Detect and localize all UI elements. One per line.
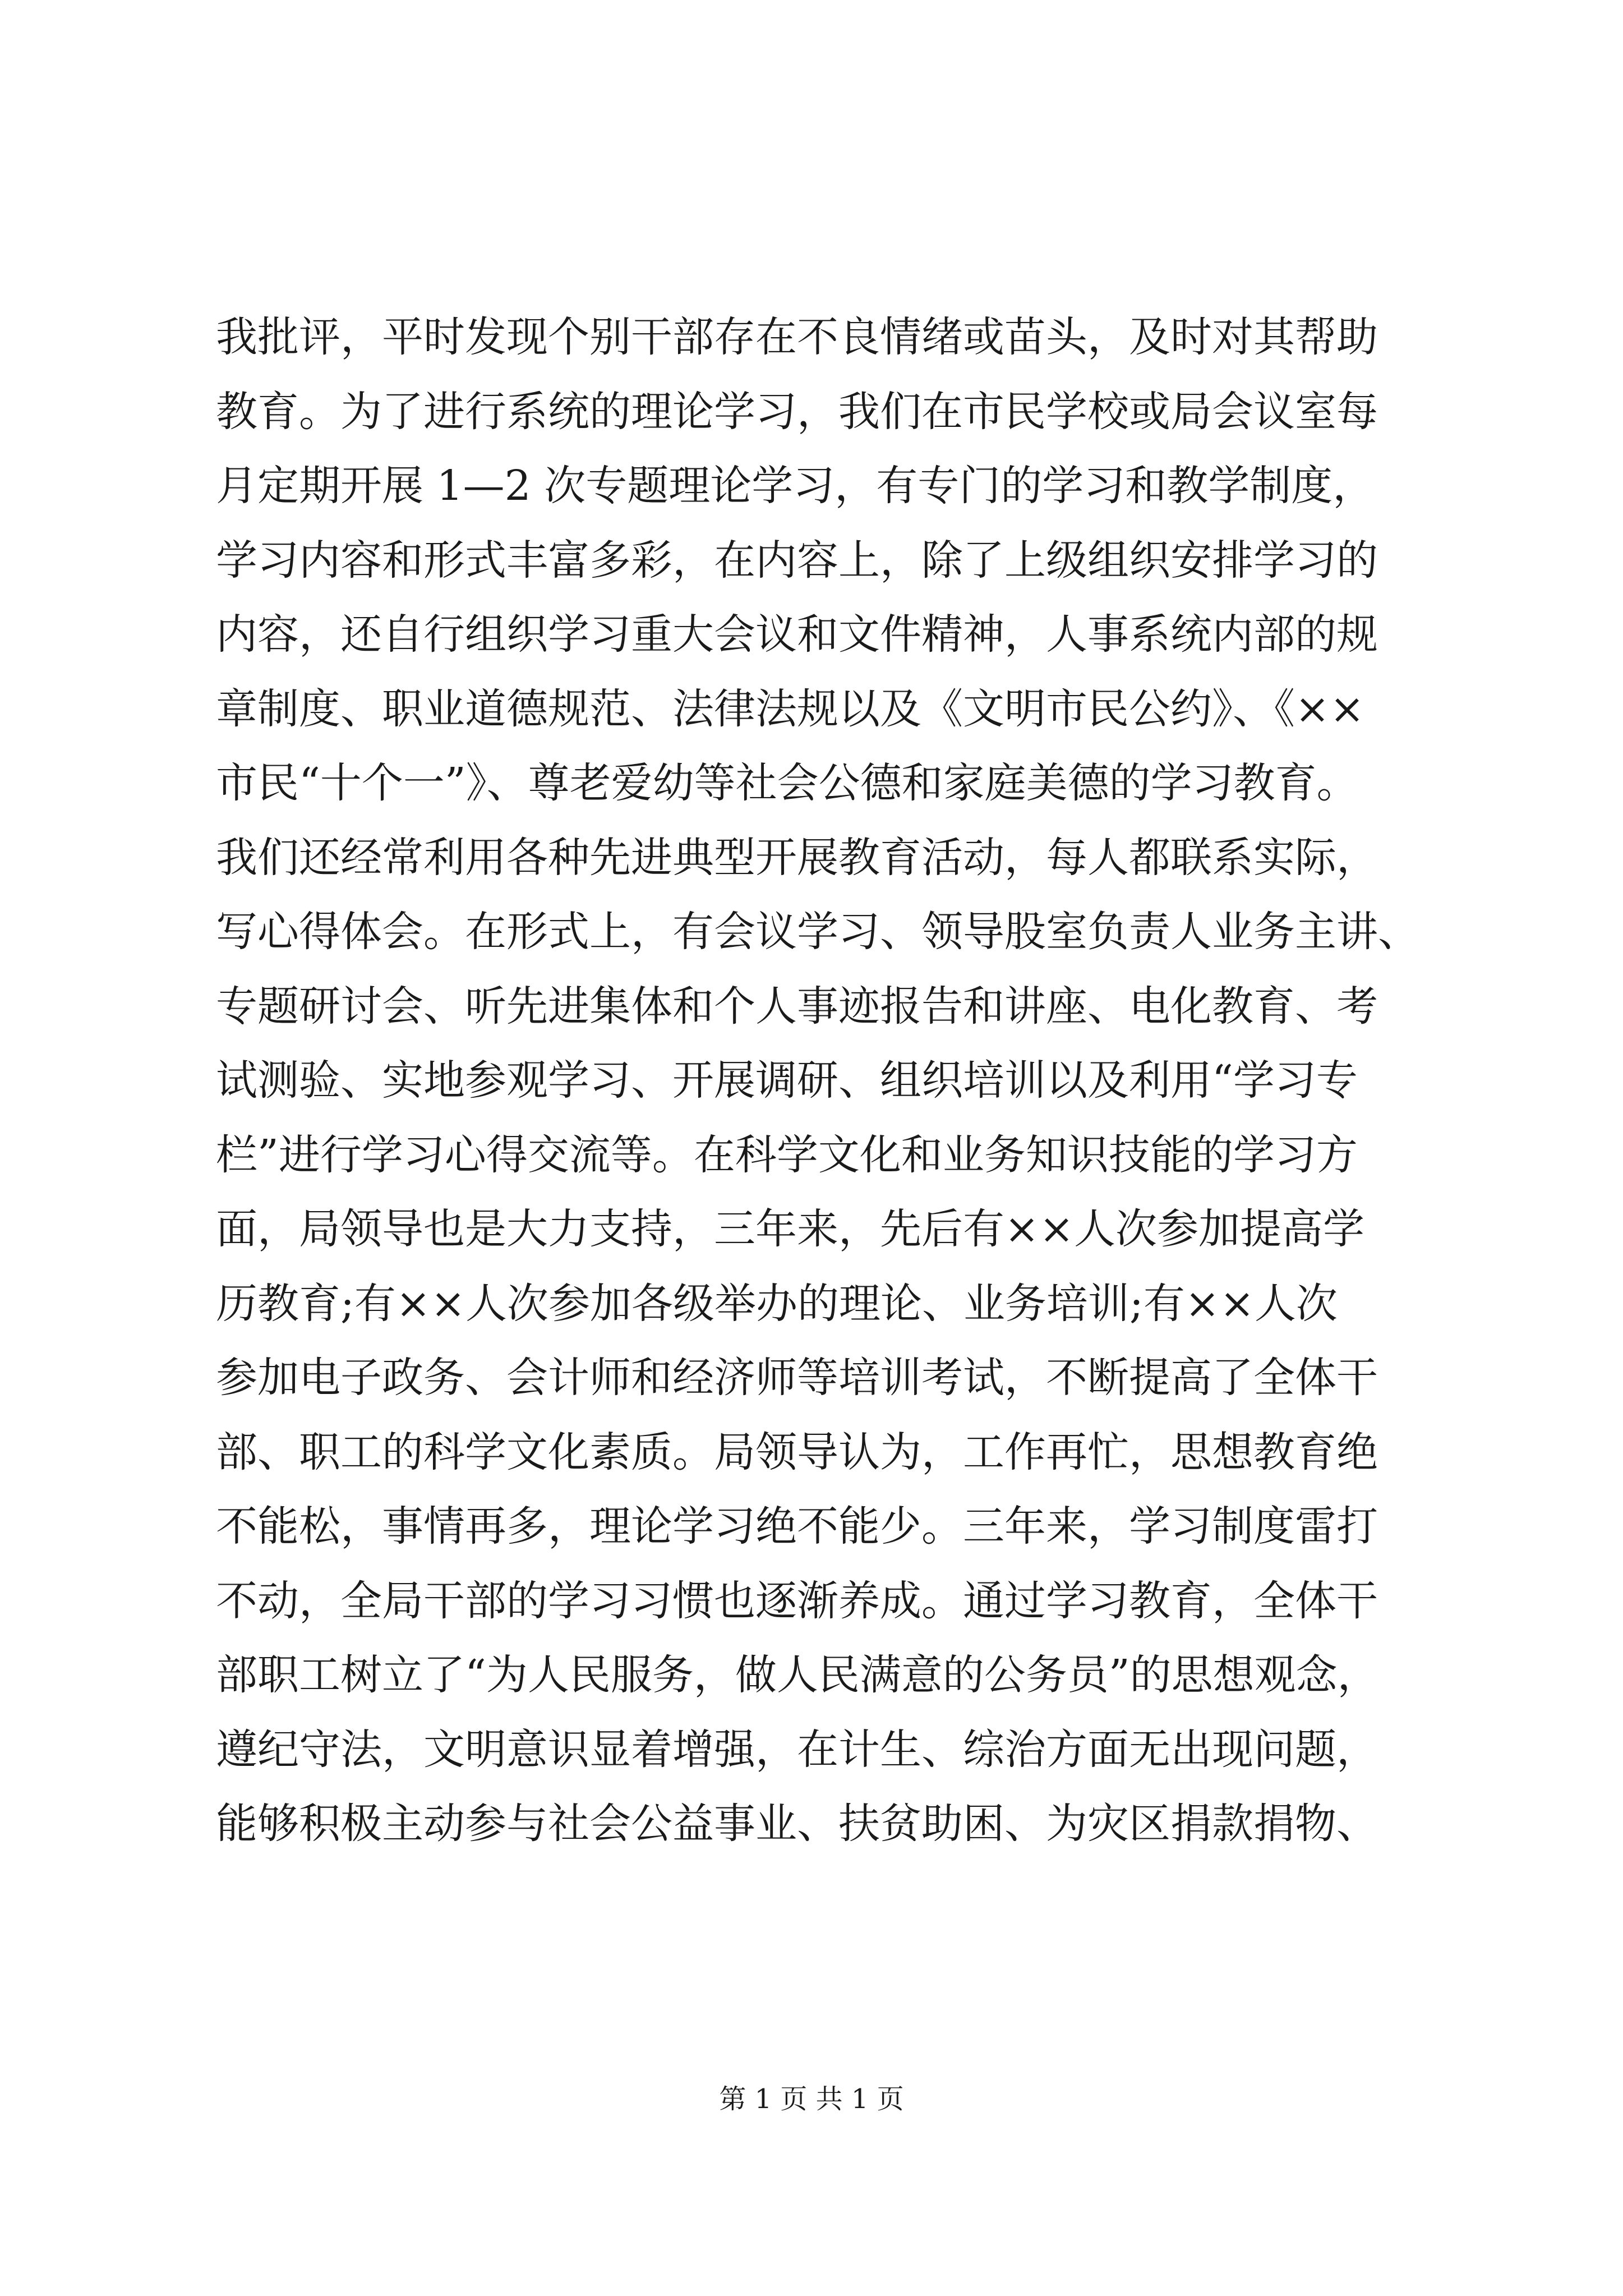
page-number-footer: 第 1 页 共 1 页 [719,2083,904,2115]
text-line: 内容，还自行组织学习重大会议和文件精神，人事系统内部的规 [216,610,1378,659]
text-line: 我批评，平时发现个别干部存在不良情绪或苗头，及时对其帮助 [216,313,1378,361]
text-line: 教育。为了进行系统的理论学习，我们在市民学校或局会议室每 [216,387,1378,436]
text-line: 历教育;有××人次参加各级举办的理论、业务培训;有××人次 [216,1279,1338,1328]
text-line: 月定期开展 1—2 次专题理论学习，有专门的学习和教学制度， [216,462,1375,510]
text-line: 遵纪守法，文明意识显着增强，在计生、综治方面无出现问题， [216,1725,1378,1774]
text-line: 不能松，事情再多，理论学习绝不能少。三年来，学习制度雷打 [216,1502,1378,1550]
text-line: 栏”进行学习心得交流等。在科学文化和业务知识技能的学习方 [216,1130,1358,1179]
text-line: 能够积极主动参与社会公益事业、扶贫助困、为灾区捐款捐物、 [216,1800,1378,1848]
text-line: 专题研讨会、听先进集体和个人事迹报告和讲座、电化教育、考 [216,982,1378,1030]
text-line: 市民“十个一”》、尊老爱幼等社会公德和家庭美德的学习教育。 [216,759,1358,807]
text-line: 写心得体会。在形式上，有会议学习、领导股室负责人业务主讲、 [216,908,1419,956]
text-line: 试测验、实地参观学习、开展调研、组织培训以及利用“学习专 [216,1056,1358,1105]
text-line: 面，局领导也是大力支持，三年来，先后有××人次参加提高学 [216,1205,1365,1253]
document-body [216,300,1419,1861]
text-line: 我们还经常利用各种先进典型开展教育活动，每人都联系实际， [216,833,1378,882]
text-line: 学习内容和形式丰富多彩，在内容上，除了上级组织安排学习的 [216,536,1378,585]
text-line: 章制度、职业道德规范、法律法规以及《文明市民公约》、《×× [216,684,1365,733]
text-line: 部、职工的科学文化素质。局领导认为，工作再忙，思想教育绝 [216,1428,1378,1476]
text-line: 参加电子政务、会计师和经济师等培训考试，不断提高了全体干 [216,1354,1378,1402]
text-line: 部职工树立了“为人民服务，做人民满意的公务员”的思想观念， [216,1651,1379,1699]
text-line: 不动，全局干部的学习习惯也逐渐养成。通过学习教育，全体干 [216,1576,1378,1625]
